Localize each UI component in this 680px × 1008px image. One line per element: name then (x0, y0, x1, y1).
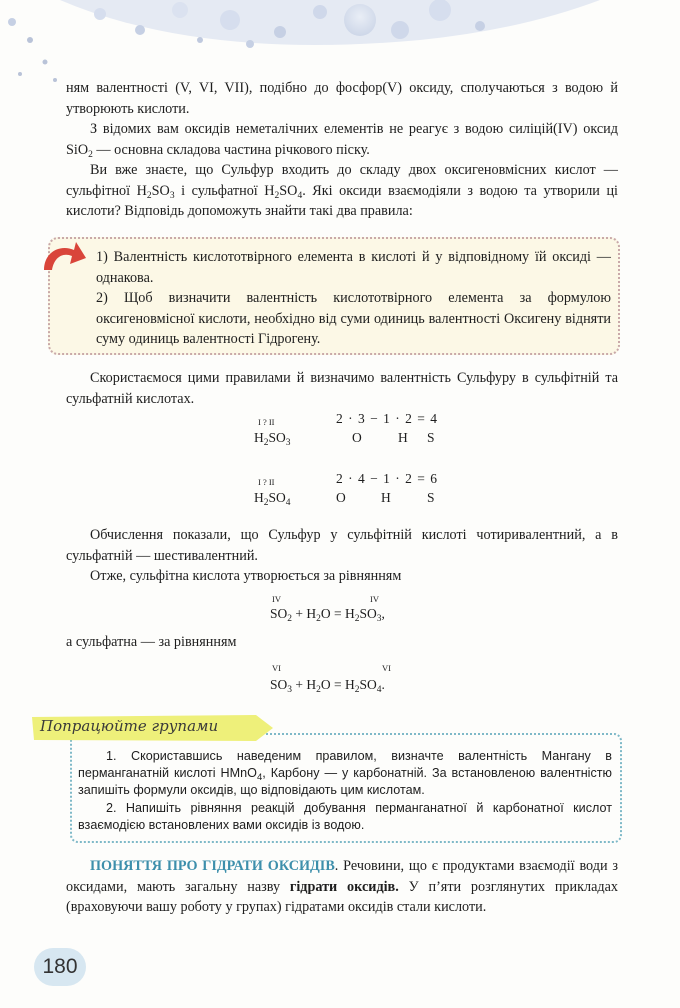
bubbles-decoration (0, 0, 680, 90)
paragraph-sulfite-equation-intro: Отже, сульфітна кислота утворюється за рівнянням (90, 568, 402, 584)
letter-s: S (427, 490, 435, 505)
paragraph-apply-rules: Скористаємося цими правилами й визначимо валентність Сульфуру в сульфітній та сульфатній кислотах. (66, 370, 618, 407)
letter-h: H (398, 430, 408, 445)
formula-h2so4: $H_2SO_4$ (254, 490, 291, 508)
letter-o: O (352, 430, 362, 445)
equation-sulfite: 2 · 3 − 1 · 2 = 4 (336, 411, 438, 426)
valence-marks: I ? II (258, 477, 275, 487)
group-work-label: Попрацюйте групами (40, 717, 219, 735)
valence-marks: I ? II (258, 417, 275, 427)
letter-s: S (427, 430, 435, 445)
paragraph-conclusion: Обчислення показали, що Сульфур у сульфітній кислоті чотиривалентний, а в сульфатній — шестивалентний. (66, 527, 618, 564)
paragraph-hydrates: ПОНЯТТЯ ПРО ГІДРАТИ ОКСИДІВ. Речовини, що є продуктами взаємодії води з оксидами, мають загальну назву гідрати оксидів. У п’яти розглянутих прикладах (враховуючи вашу роботу у групах) гідратами оксидів стали кислоти. (66, 858, 618, 915)
equation-sulfate: 2 · 4 − 1 · 2 = 6 (336, 471, 438, 486)
task-1: 1. Скориставшись наведеним правилом, визначте валентність Мангану в перманганатній кислоті HMnO$_4$, Карбону — у карбонатній. За встановленою валентністю запишіть формули оксидів, що відповідають цим кислотам. (78, 749, 612, 798)
rule-2: 2) Щоб визначити валентність кислототвірного елемента за формулою оксигеновмісної кислоти, необхідно від суми одиниць валентності Оксигену відняти суму одиниць валентності Гідрогену. (96, 290, 611, 347)
paragraph-silicon-oxide: З відомих вам оксидів неметалічних елементів не реагує з водою силіцій(IV) оксид SiO$_2$ — основна складова частина річкового піску. (66, 121, 618, 160)
curved-arrow-icon (40, 240, 88, 278)
paragraph-sulfur-acids: Ви вже знаєте, що Сульфур входить до складу двох оксигеновмісних кислот — сульфітної $H_2SO_3$ і сульфатної $H_2SO_4$. Які оксиди взаємодіяли з водою та утворили ці кислоти? Відповідь допоможуть знайти такі два правила: (66, 162, 618, 219)
rule-1: 1) Валентність кислототвірного елемента в кислоті й у відповідному їй оксиді — однакова. (96, 249, 611, 286)
paragraph-intro: ням валентності (V, VI, VII), подібно до фосфор(V) оксиду, сполучаються з водою й утворюють кислоти. (66, 80, 618, 117)
key-term: гідрати оксидів. (289, 878, 399, 895)
section-heading: ПОНЯТТЯ ПРО ГІДРАТИ ОКСИДІВ (90, 858, 335, 874)
letter-o: O (336, 490, 346, 505)
group-work-tasks (78, 748, 612, 834)
paragraph-sulfate-equation-intro: а сульфатна — за рівнянням (66, 634, 237, 650)
formula-h2so3: $H_2SO_3$ (254, 430, 291, 448)
page-number: 180 (34, 948, 86, 986)
letter-h: H (381, 490, 391, 505)
task-2: 2. Напишіть рівняння реакцій добування перманганатної й карбонатної кислот взаємодією встановлених вами оксидів із водою. (78, 800, 612, 832)
rules-text (96, 247, 611, 350)
